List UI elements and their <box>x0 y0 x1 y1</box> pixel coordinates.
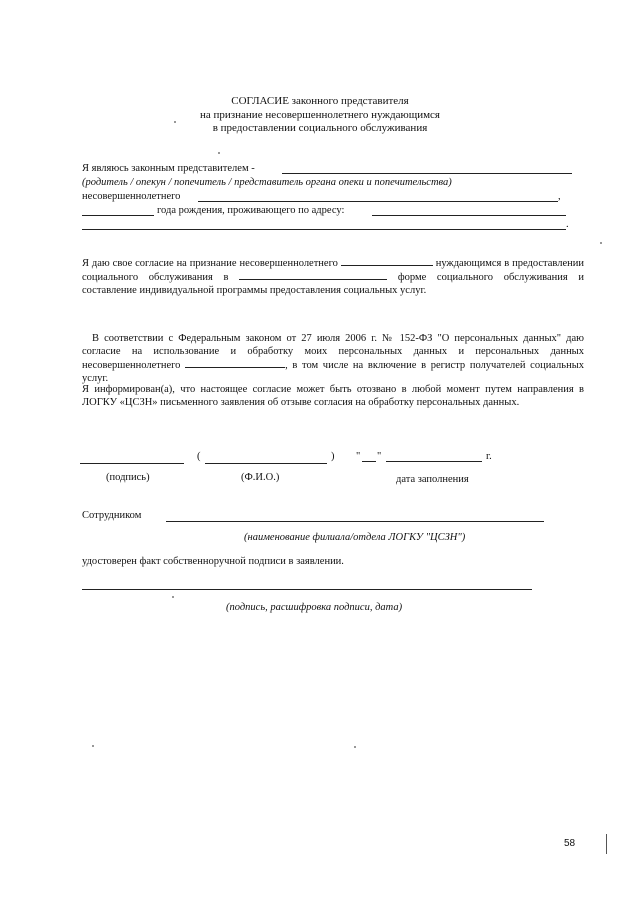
fio-blank <box>205 463 327 464</box>
document-subtitle-1: на признание несовершеннолетнего нуждающимся <box>200 109 440 121</box>
document-title: СОГЛАСИЕ законного представителя <box>231 95 409 107</box>
branch-hint: (наименование филиала/отдела ЛОГКУ "ЦСЗН") <box>244 532 466 543</box>
personal-data-paragraph: В соответствии с Федеральным законом от 27 июля 2006 г. № 152-ФЗ "О персональных данных" даю согласие на использование и обработку моих персональных данных и персональных данных несовершеннолетнего , в том числе на включение в регистр получателей социальных услуг. <box>82 333 585 384</box>
consent-paragraph: Я даю свое согласие на признание несовершеннолетнего нуждающимся в предоставлении социального обслуживания в форме социального обслуживания и составление индивидуальной программы предоставления социальных услуг. <box>82 258 585 296</box>
address-label: года рождения, проживающего по адресу: <box>157 205 345 216</box>
page-number: 58 <box>564 838 576 849</box>
representative-blank <box>282 173 572 174</box>
document-page: СОГЛАСИЕ законного представителя на признание несовершеннолетнего нуждающимся в предоставлении социального обслуживания Я являюсь законным представителем - (родитель / опекун / попечитель / представитель органа опеки и попечительства) несовершеннолетнего , года рождения, проживающего по адресу: . Я даю свое согласие на признание несовершеннолетнего нуждающимся в предоставлении социального обслуживания в форме социального обслуживания и составление индивидуальной программы предоставления социальных услуг. В соответствии с Федеральным законом от 27 июля 2006 г. № 152-ФЗ "О персональных данных" даю согласие на использование и обработку моих персональных данных и персональных данных несовершеннолетнего , в том числе на включение в регистр получателей социальных услуг. Я информирован(а), что настоящее согласие может быть отозвано в любой момент путем направления в ЛОГКУ «ЦСЗН» письменного заявления об отзыве согласия на обработку персональных данных. ( ) " " г. (подпись) (Ф.И.О.) дата заполнения Сотрудником (наименование филиала/отдела ЛОГКУ "ЦСЗН") удостоверен факт собственноручной подписи в заявлении. (подпись, расшифровка подписи, дата) 58 <box>0 0 640 905</box>
date-label: дата заполнения <box>396 474 469 485</box>
address-blank-1 <box>372 215 566 216</box>
certification-text: удостоверен факт собственноручной подписи в заявлении. <box>82 556 344 567</box>
branch-blank <box>166 521 544 522</box>
day-blank <box>362 461 376 462</box>
employee-signature-blank <box>82 589 532 590</box>
minor-label: несовершеннолетнего <box>82 191 181 202</box>
minor-blank-3 <box>185 358 285 368</box>
service-form-blank <box>239 270 387 280</box>
fio-label: (Ф.И.О.) <box>241 472 280 483</box>
signature-label: (подпись) <box>106 472 150 483</box>
scan-mark <box>606 834 607 854</box>
minor-blank-2 <box>341 256 433 266</box>
minor-name-blank <box>198 201 558 202</box>
birth-year-blank <box>82 215 154 216</box>
revocation-paragraph: Я информирован(а), что настоящее согласие может быть отозвано в любой момент путем направления в ЛОГКУ «ЦСЗН» письменного заявления об отзыве согласия на обработку персональных данных. <box>82 384 584 408</box>
signature-blank <box>80 463 184 464</box>
representative-label: Я являюсь законным представителем - <box>82 163 255 174</box>
month-blank <box>386 461 482 462</box>
representative-role-hint: (родитель / опекун / попечитель / представитель органа опеки и попечительства) <box>82 177 452 188</box>
document-subtitle-2: в предоставлении социального обслуживания <box>212 122 428 134</box>
address-blank-2 <box>82 229 566 230</box>
employee-label: Сотрудником <box>82 510 142 521</box>
employee-signature-hint: (подпись, расшифровка подписи, дата) <box>226 602 403 613</box>
